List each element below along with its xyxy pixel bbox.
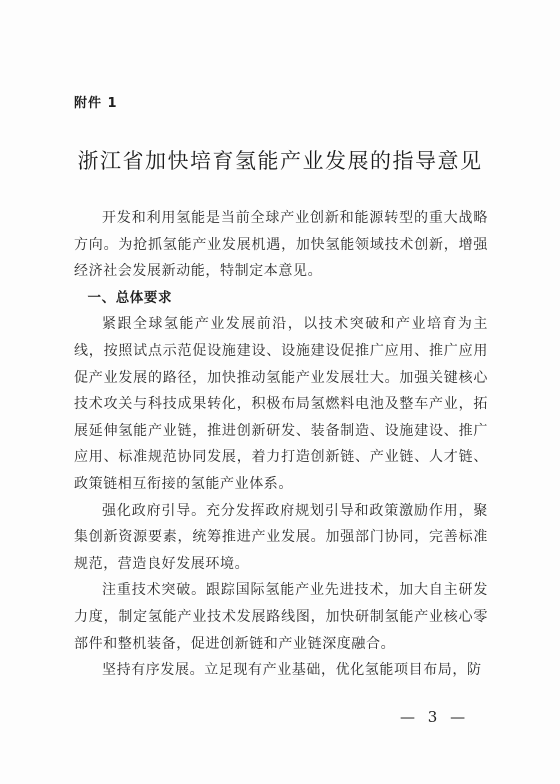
general-requirements-paragraph: 紧跟全球氢能产业发展前沿，以技术突破和产业培育为主线，按照试点示范促设施建设、设施建设促推广应用、推广应用促产业发展的路径，加快推动氢能产业发展壮大。加强关键核心技术攻关与科技成果转化，积极布局氢燃料电池及整车产业，拓展延伸氢能产业链，推进创新研发、装备制造、设施建设、推广应用、标准规范协同发展，着力打造创新链、产业链、人才链、政策链相互衔接的氢能产业体系。 <box>74 316 488 492</box>
attachment-label: 附件 1 <box>74 96 118 111</box>
technology-breakthrough-paragraph: 注重技术突破。跟踪国际氢能产业先进技术，加大自主研发力度，制定氢能产业技术发展路线图，加快研制氢能产业核心零部件和整机装备，促进创新链和产业链深度融合。 <box>74 582 488 652</box>
document-body <box>74 205 488 684</box>
orderly-development-paragraph: 坚持有序发展。立足现有产业基础，优化氢能项目布局，防 <box>102 662 482 679</box>
document-title: 浙江省加快培育氢能产业发展的指导意见 <box>77 149 483 173</box>
section-heading: 一、总体要求 <box>87 289 173 306</box>
page-number: — 3 — <box>400 708 470 726</box>
government-guidance-paragraph: 强化政府引导。充分发挥政府规划引导和政策激励作用，聚集创新资源要素，统筹推进产业发展。加强部门协同，完善标准规范，营造良好发展环境。 <box>74 502 488 572</box>
intro-paragraph: 开发和利用氢能是当前全球产业创新和能源转型的重大战略方向。为抢抓氢能产业发展机遇，加快氢能领域技术创新，增强经济社会发展新动能，特制定本意见。 <box>74 210 488 280</box>
